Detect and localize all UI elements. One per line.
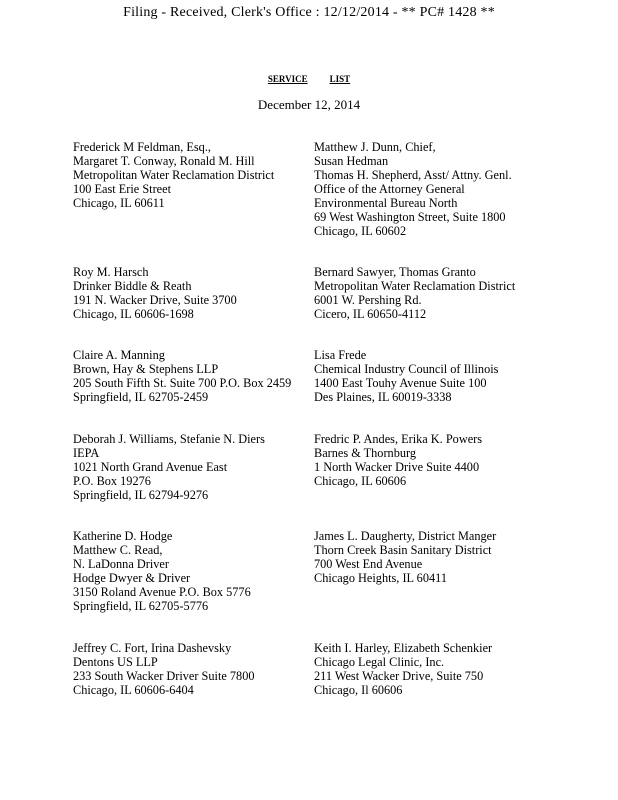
entry-line: Thomas H. Shepherd, Asst/ Attny. Genl.	[314, 168, 512, 182]
entry-line: Brown, Hay & Stephens LLP	[73, 362, 219, 376]
entry-line: Chicago Heights, IL 60411	[314, 571, 447, 585]
filing-header-stamp: Filing - Received, Clerk's Office : 12/12/2014 - ** PC# 1428 **	[123, 5, 495, 20]
service-list-title-word-2: LIST	[329, 74, 351, 84]
entry-line: Drinker Biddle & Reath	[73, 279, 192, 293]
service-entry-dunn	[314, 140, 512, 238]
entry-line: 1 North Wacker Drive Suite 4400	[314, 460, 480, 474]
service-entry-fort	[73, 641, 255, 697]
entry-line: Environmental Bureau North	[314, 196, 458, 210]
entry-line: 69 West Washington Street, Suite 1800	[314, 210, 506, 224]
entry-line: Chicago, IL 60606	[314, 474, 407, 488]
entry-line: Frederick M Feldman, Esq.,	[73, 140, 211, 154]
entry-line: Dentons US LLP	[73, 655, 158, 669]
entry-line: Chicago Legal Clinic, Inc.	[314, 655, 445, 669]
entry-line: 233 South Wacker Driver Suite 7800	[73, 669, 255, 683]
entry-line: Deborah J. Williams, Stefanie N. Diers	[73, 432, 265, 446]
entry-line: 205 South Fifth St. Suite 700 P.O. Box 2459	[73, 376, 292, 390]
service-entry-manning	[73, 348, 291, 404]
entry-line: Chicago, IL 60606-6404	[73, 683, 194, 697]
service-entry-andes	[314, 432, 482, 488]
entry-line: Keith I. Harley, Elizabeth Schenkier	[314, 641, 493, 655]
entry-line: Claire A. Manning	[73, 348, 165, 362]
entry-line: Des Plaines, IL 60019-3338	[314, 390, 452, 404]
entry-line: Susan Hedman	[314, 154, 389, 168]
service-entry-feldman	[73, 140, 274, 210]
entry-line: Jeffrey C. Fort, Irina Dashevsky	[73, 641, 232, 655]
entry-line: Matthew C. Read,	[73, 543, 163, 557]
entry-line: P.O. Box 19276	[73, 474, 151, 488]
entry-line: Fredric P. Andes, Erika K. Powers	[314, 432, 483, 446]
service-entry-williams	[73, 432, 265, 502]
entry-line: Matthew J. Dunn, Chief,	[314, 140, 436, 154]
entry-line: Springfield, IL 62794-9276	[73, 488, 209, 502]
document-date: December 12, 2014	[257, 97, 361, 112]
service-entry-hodge	[73, 529, 251, 613]
entry-line: 1021 North Grand Avenue East	[73, 460, 228, 474]
entry-line: Lisa Frede	[314, 348, 367, 362]
entry-line: 211 West Wacker Drive, Suite 750	[314, 669, 484, 683]
service-entry-harley	[314, 641, 492, 697]
service-list-title-word-1: SERVICE	[267, 74, 308, 84]
entry-line: Chemical Industry Council of Illinois	[314, 362, 499, 376]
service-list-title	[0, 74, 618, 84]
entry-line: Metropolitan Water Reclamation District	[73, 168, 275, 182]
entry-line: Thorn Creek Basin Sanitary District	[314, 543, 492, 557]
entry-line: Cicero, IL 60650-4112	[314, 307, 427, 321]
entry-line: 1400 East Touhy Avenue Suite 100	[314, 376, 487, 390]
entry-line: 191 N. Wacker Drive, Suite 3700	[73, 293, 237, 307]
entry-line: Chicago, IL 60606-1698	[73, 307, 194, 321]
entry-line: 3150 Roland Avenue P.O. Box 5776	[73, 585, 251, 599]
entry-line: Chicago, IL 60611	[73, 196, 165, 210]
service-entry-frede	[314, 348, 498, 404]
entry-line: Springfield, IL 62705-2459	[73, 390, 209, 404]
entry-line: James L. Daugherty, District Manger	[314, 529, 497, 543]
entry-line: 100 East Erie Street	[73, 182, 172, 196]
entry-line: 700 West End Avenue	[314, 557, 423, 571]
entry-line: Barnes & Thornburg	[314, 446, 417, 460]
entry-line: Katherine D. Hodge	[73, 529, 173, 543]
entry-line: Bernard Sawyer, Thomas Granto	[314, 265, 476, 279]
entry-line: Chicago, Il 60606	[314, 683, 403, 697]
entry-line: IEPA	[73, 446, 100, 460]
entry-line: N. LaDonna Driver	[73, 557, 169, 571]
service-entry-sawyer	[314, 265, 515, 321]
entry-line: Office of the Attorney General	[314, 182, 465, 196]
entry-line: Chicago, IL 60602	[314, 224, 407, 238]
entry-line: Springfield, IL 62705-5776	[73, 599, 209, 613]
entry-line: 6001 W. Pershing Rd.	[314, 293, 422, 307]
service-entry-harsch	[73, 265, 237, 321]
service-entry-daugherty	[314, 529, 496, 585]
entry-line: Metropolitan Water Reclamation District	[314, 279, 516, 293]
entry-line: Hodge Dwyer & Driver	[73, 571, 191, 585]
entry-line: Roy M. Harsch	[73, 265, 149, 279]
entry-line: Margaret T. Conway, Ronald M. Hill	[73, 154, 255, 168]
